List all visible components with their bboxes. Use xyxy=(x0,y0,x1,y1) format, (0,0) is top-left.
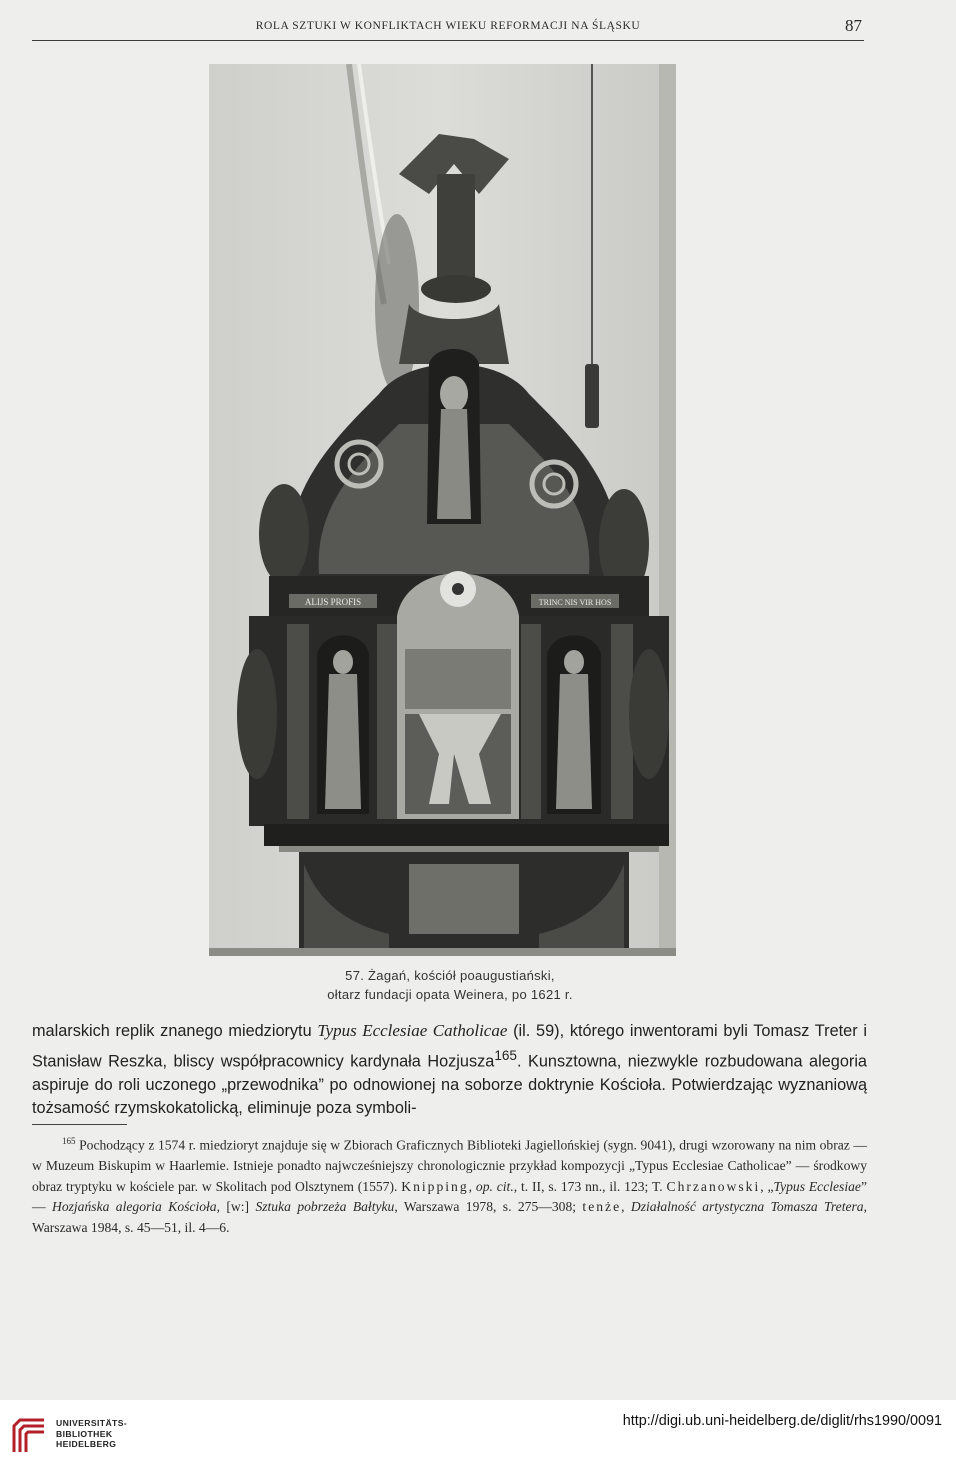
footnote-number: 165 xyxy=(62,1136,76,1146)
footnote-sep: ” — xyxy=(32,1178,867,1215)
caption-line-2: ołtarz fundacji opata Weinera, po 1621 r. xyxy=(327,987,573,1002)
running-header xyxy=(32,18,864,41)
footnote-author: tenże xyxy=(582,1199,622,1215)
inscription-left: ALIJS PROFIS xyxy=(304,597,362,607)
digitization-footer xyxy=(0,1400,956,1471)
footnote-author: Chrzanowski xyxy=(666,1178,761,1194)
body-text-1: malarskich replik znanego miedziorytu xyxy=(32,1022,318,1040)
footnote-sep: , „ xyxy=(760,1178,774,1194)
library-logo-icon xyxy=(10,1416,50,1456)
body-text-3: . Kunsztowna, niezwykle rozbudowana alegoria aspiruje do roli uczonego „przewodnika” po odnowionej na soborze doktrynie Kościoła. Potwierdzając wyznaniową tożsamość rzymskokatolicką, eliminuje poza symboli- xyxy=(32,1052,867,1118)
footnote-citation: op. cit. xyxy=(475,1178,514,1194)
footnote-title: Hozjańska alegoria Kościoła xyxy=(52,1199,217,1215)
footnote-title: Działalność artystyczna Tomasza Tretera xyxy=(630,1199,864,1215)
footnote-text: , Warszawa 1984, s. 45—51, il. 4—6. xyxy=(32,1199,867,1235)
altar-photograph xyxy=(209,64,676,956)
footnote-sep: , xyxy=(621,1199,631,1215)
library-name-line: UNIVERSITÄTS- xyxy=(56,1418,128,1428)
footnote-author: Knipping xyxy=(401,1178,469,1194)
inscription-right: TRINC NIS VIR HOS xyxy=(538,598,612,607)
footnote-text: Pochodzący z 1574 r. miedzioryt znajduje się w Zbiorach Graficznych Biblioteki Jagiellońskiej (sygn. 9041), drugi wzorowany na nim obraz — w Muzeum Biskupim w Haarlemie. Istnieje ponadto najwcześniejszy chronologicznie przykład kompozycji „Typus Ecclesiae Catholicae” — środkowy obraz tryptyku w kościele par. w Skolitach pod Olsztynem (1557). xyxy=(32,1137,867,1194)
body-text-2: (il. 59), którego inwentorami byli Tomasz Treter i Stanisław Reszka, bliscy współpracownicy kardynała Hozjusza xyxy=(32,1022,867,1071)
footnote-sep: , xyxy=(468,1178,476,1194)
library-name-line: HEIDELBERG xyxy=(56,1439,117,1450)
source-url-link[interactable]: http://digi.ub.uni-heidelberg.de/diglit/rhs1990/0091 xyxy=(622,1413,942,1429)
footnote-sep: , [w:] xyxy=(216,1199,256,1215)
figure-caption xyxy=(200,966,700,1004)
footnote-165 xyxy=(32,1131,867,1239)
running-title: ROLA SZTUKI W KONFLIKTACH WIEKU REFORMACJI NA ŚLĄSKU xyxy=(255,20,641,32)
footnote-ref: 165 xyxy=(494,1047,517,1063)
caption-line-1: 57. Żagań, kościół poaugustiański, xyxy=(345,968,555,983)
footnote-text: , t. II, s. 173 nn., il. 123; T. xyxy=(513,1178,667,1194)
library-name xyxy=(56,1418,127,1450)
body-title-italic: Typus Ecclesiae Catholicae xyxy=(317,1021,508,1040)
body-paragraph xyxy=(32,1019,867,1121)
page-number: 87 xyxy=(845,16,862,35)
footnote-divider xyxy=(32,1124,127,1125)
footnote-title: Typus Ecclesiae xyxy=(773,1178,861,1194)
library-name-line: BIBLIOTHEK xyxy=(56,1428,113,1439)
footnote-title: Sztuka pobrzeża Bałtyku xyxy=(255,1199,395,1215)
footnote-text: , Warszawa 1978, s. 275—308; xyxy=(394,1199,583,1215)
